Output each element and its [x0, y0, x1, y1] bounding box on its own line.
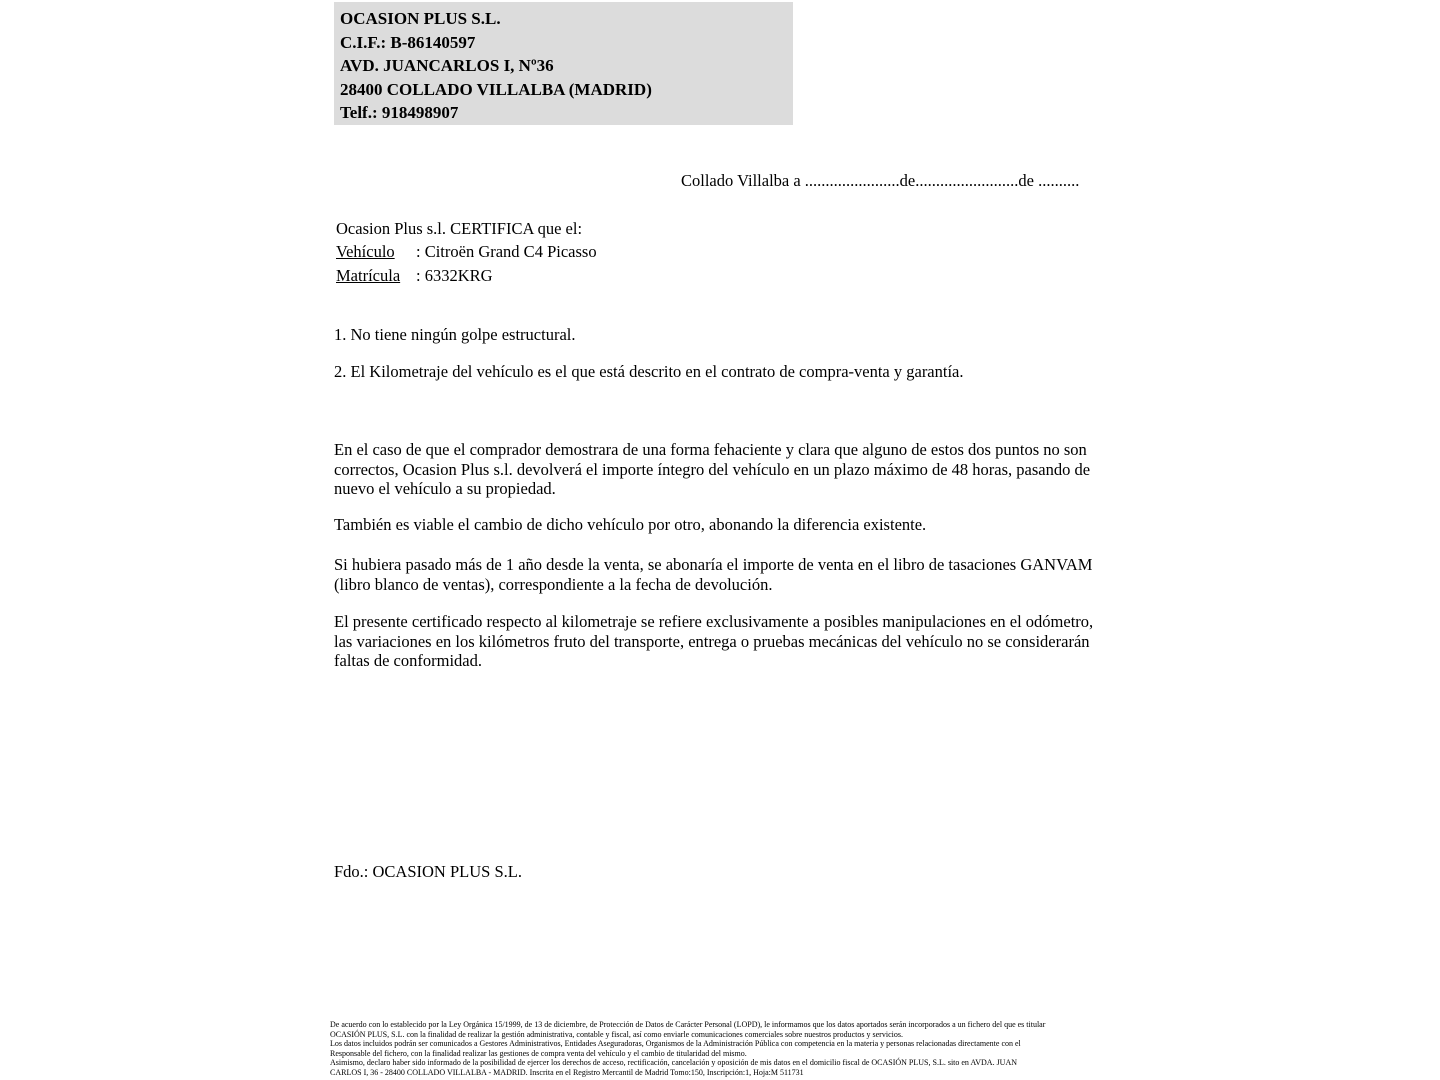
certification-intro: Ocasion Plus s.l. CERTIFICA que el: — [336, 219, 583, 238]
legal-footer-line: Asimismo, declaro haber sido informado de la posibilidad de ejercer los derechos de acceso, rectificación, cancelación y oposición de mis datos en el domicilio fiscal de OCASIÓN PLUS, S.L. sito en AVDA. JUAN — [330, 1058, 1018, 1068]
signature-line: Fdo.: OCASION PLUS S.L. — [334, 862, 522, 881]
clause-2: 2. El Kilometraje del vehículo es el que está descrito en el contrato de compra-venta y garantía. — [334, 362, 964, 381]
vehicle-row — [336, 240, 597, 263]
letterhead-cif: C.I.F.: B-86140597 — [340, 32, 476, 52]
legal-footer-line: OCASIÓN PLUS, S.L. con la finalidad de realizar la gestión administrativa, contable y fiscal, así como enviarle comunicaciones comerciales sobre nuestros productos y servicios. — [330, 1029, 903, 1039]
legal-footer-line: CARLOS I, 36 - 28400 COLLADO VILLALBA - MADRID. Inscrita en el Registro Mercantil de Madrid Tomo:150, Inscripción:1, Hoja:M 511731 — [330, 1067, 804, 1077]
date-fill-in-line: Collado Villalba a .......................de.........................de .......... — [681, 171, 1080, 190]
legal-footer-line: Responsable del fichero, con la finalidad realizar las gestiones de compra venta del vehículo y el cambio de titularidad del mismo. — [330, 1048, 747, 1058]
plate-label: Matrícula — [336, 265, 401, 285]
vehicle-value: : Citroën Grand C4 Picasso — [416, 242, 597, 262]
plate-row — [336, 264, 597, 287]
letterhead-box — [334, 2, 793, 125]
letterhead-company-name: OCASION PLUS S.L. — [340, 9, 501, 28]
vehicle-label: Vehículo — [336, 242, 395, 262]
paragraph-refund-policy: En el caso de que el comprador demostrara de una forma fehaciente y clara que alguno de estos dos puntos no son correctos, Ocasion Plus s.l. devolverá el importe íntegro del vehículo en un plazo máximo de 48 horas, pasando de nuevo el vehículo a su propiedad. — [334, 440, 1091, 499]
paragraph-exchange-option: También es viable el cambio de dicho vehículo por otro, abonando la diferencia existente. — [334, 515, 927, 534]
legal-footer-line: De acuerdo con lo establecido por la Ley Orgánica 15/1999, de 13 de diciembre, de Protección de Datos de Carácter Personal (LOPD), le informamos que los datos aportados serán incorporados a un fichero del que es titular — [330, 1020, 1046, 1029]
legal-footer — [330, 1020, 1120, 1078]
paragraph-ganvam-valuation: Si hubiera pasado más de 1 año desde la venta, se abonaría el importe de venta en el libro de tasaciones GANVAM (libro blanco de ventas), correspondiente a la fecha de devolución. — [334, 555, 1093, 594]
plate-value: : 6332KRG — [416, 265, 493, 285]
certification-block — [336, 217, 597, 287]
letterhead-phone: Telf.: 918498907 — [340, 103, 459, 123]
letterhead-address: AVD. JUANCARLOS I, Nº36 — [340, 56, 554, 76]
paragraph-odometer-disclaimer: El presente certificado respecto al kilometraje se refiere exclusivamente a posibles manipulaciones en el odómetro, las variaciones en los kilómetros fruto del transporte, entrega o pruebas mecánicas del vehículo no se considerarán faltas de conformidad. — [334, 612, 1094, 671]
clause-1: 1. No tiene ningún golpe estructural. — [334, 325, 576, 344]
letterhead-city: 28400 COLLADO VILLALBA (MADRID) — [340, 79, 652, 99]
legal-footer-line: Los datos incluidos podrán ser comunicados a Gestores Administrativos, Entidades Aseguradoras, Organismos de la Administración Pública con competencia en la materia y personas relacionadas directamente con el — [330, 1039, 1021, 1049]
